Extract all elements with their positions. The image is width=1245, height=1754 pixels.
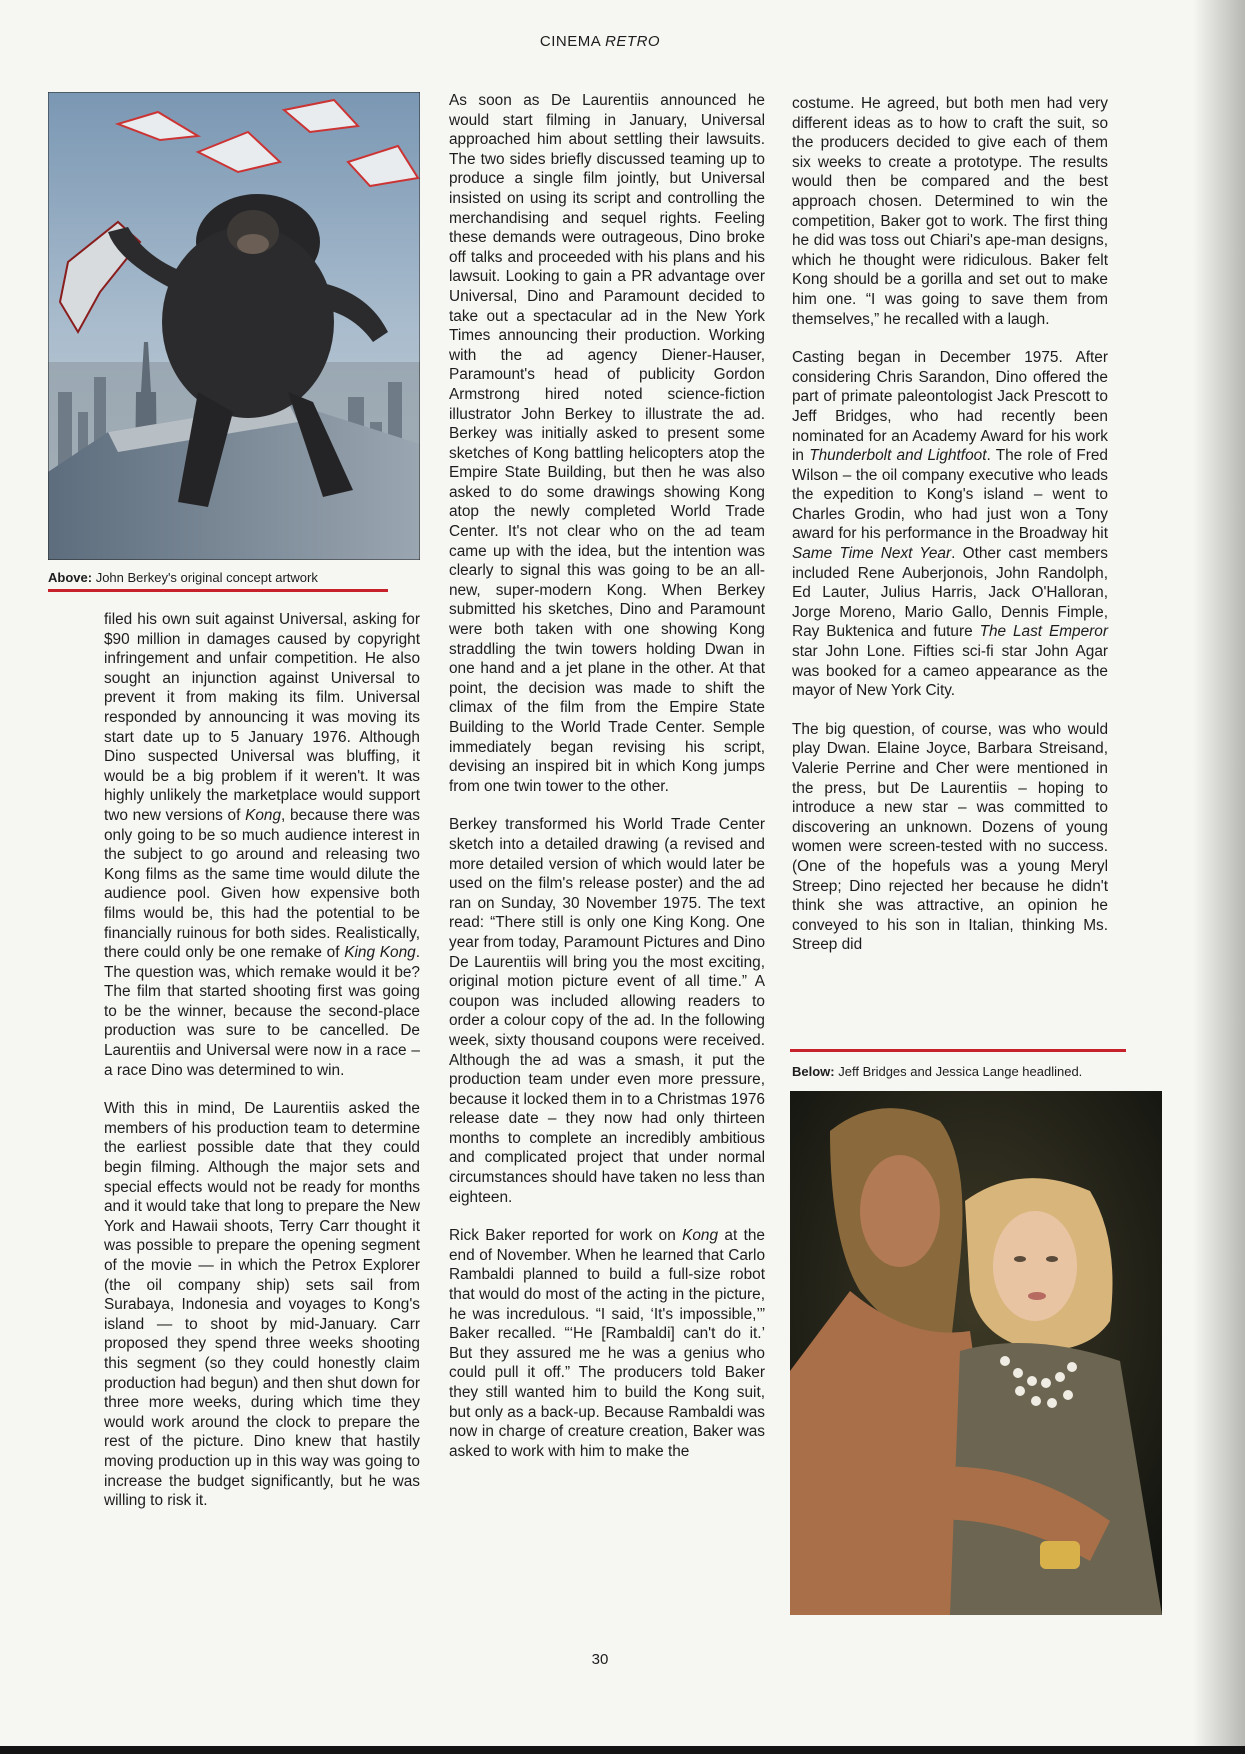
col1-paragraph-1: filed his own suit against Universal, asking for $90 million in damages caused by copyright infringement and unfair competition. He also sought an injunction against Universal to prevent it from making its film. Universal responded by announcing it was moving its start date up to 5 January 1976. Although Dino suspected Universal was bluffing, it would be a big problem if it weren't. It was highly unlikely the marketplace would support two new versions of Kong, because there was only going to be so much audience interest in the subject to go around and releasing two Kong films as the same time would dilute the audience pool. Given how expensive both films would be, this had the potential to be financially ruinous for both sides. Realistically, there could only be one remake of King Kong. The question was, which remake would it be? The film that started shooting first was going to be the winner, because the second-place production was sure to be cancelled. De Laurentiis and Universal were now in a race – a race Dino was determined to win. [104,611,420,1079]
masthead-cinema: CINEMA [539,33,601,50]
col3-paragraph-3: The big question, of course, was who would play Dwan. Elaine Joyce, Barbara Streisand, Valerie Perrine and Cher were mentioned in the press, but De Laurentiis – hoping to introduce a new star – was committed to discovering an unknown. Dozens of young women were screen-tested with no success. (One of the hopefuls was a young Meryl Streep; Dino rejected her because he didn't think she was attractive, an opinion he conveyed to his son in Italian, thinking Ms. Streep did [792,720,1108,954]
col2-paragraph-3: Rick Baker reported for work on Kong at the end of November. When he learned that Carlo Rambaldi planned to build a full-size robot that would do most of the acting in the picture, he was incredulous. “I said, ‘It's impossible,’” Baker recalled. “‘He [Rambaldi] can't do it.’ But they assured me he was a genius who could pull it off.” The producers told Baker they still wanted him to build the Kong suit, but only as a back-up. Because Rambaldi was now in charge of creature creation, Baker was asked to work with him to make the [449,1227,765,1460]
page-bottom-bar [0,1746,1245,1754]
masthead-retro: RETRO [605,33,661,50]
article-column-3 [792,94,1108,955]
caption-text-below: Jeff Bridges and Jessica Lange headlined. [838,1064,1083,1079]
article-column-2 [449,91,765,1461]
caption-divider-above [48,589,388,592]
caption-label-below: Below: [792,1064,835,1079]
col1-paragraph-2: With this in mind, De Laurentiis asked the members of his production team to determine the earliest possible date that they could begin filming. Although the major sets and special effects would not be ready for months and it would take that long to prepare the New York and Hawaii shoots, Terry Carr thought it was possible to prepare the opening segment of the movie — in which the Petrox Explorer (the oil company ship) sets sail from Surabaya, Indonesia and voyages to Kong's island — to shoot by mid-January. Carr proposed they spend three weeks shooting this segment (so they could honestly claim production had begun) and then shut down for three more weeks, during which time they would work around the clock to prepare the rest of the picture. Dino knew that hastily moving production up in this way was going to increase the budget significantly, but he was willing to risk it. [104,1100,420,1510]
kong-concept-artwork-image [48,92,420,560]
cast-photo-caption [792,1064,1172,1080]
kong-artwork-caption [48,570,420,586]
col3-paragraph-1: costume. He agreed, but both men had very different ideas as to how to craft the suit, so the producers decided to give each of them six weeks to create a prototype. The results would then be compared and the best approach chosen. Determined to win the competition, Baker got to work. The first thing he did was toss out Chiari's ape-man designs, which he thought were ridiculous. Baker felt Kong should be a gorilla and set out to make him one. “I was going to save them from themselves,” he recalled with a laugh. [792,95,1108,328]
page-edge-shadow [1193,0,1245,1754]
magazine-masthead [0,33,1200,50]
article-column-1 [104,610,420,1511]
caption-text-above: John Berkey's original concept artwork [95,570,318,585]
bridges-lange-photo [790,1091,1162,1615]
col2-paragraph-1: As soon as De Laurentiis announced he would start filming in January, Universal approached him about settling their lawsuits. The two sides briefly discussed teaming up to produce a single film jointly, but Universal insisted on using its script and controlling the merchandising and sequel rights. Feeling these demands were outrageous, Dino broke off talks and proceeded with his plans and his lawsuit. Looking to gain a PR advantage over Universal, Dino and Paramount decided to take out a spectacular ad in the New York Times announcing their production. Working with the ad agency Diener-Hauser, Paramount's head of publicity Gordon Armstrong hired noted science-fiction illustrator John Berkey to illustrate the ad. Berkey was initially asked to present some sketches of Kong battling helicopters atop the Empire State Building, but then he was also asked to do some drawings showing Kong atop the newly completed World Trade Center. It's not clear who on the ad team came up with the idea, but the intention was clearly to signal this was going to be an all-new, super-modern Kong. When Berkey submitted his sketches, Dino and Paramount were both taken with one showing Kong straddling the twin towers holding Dwan in one hand and a jet plane in the other. At that point, the decision was made to shift the climax of the film from the Empire State Building to the World Trade Center. Semple immediately began revising his script, devising an inspired bit in which Kong jumps from one twin tower to the other. [449,92,765,795]
caption-divider-below [790,1049,1126,1052]
caption-label-above: Above: [48,570,93,585]
col2-paragraph-2: Berkey transformed his World Trade Center sketch into a detailed drawing (a revised and more detailed version of which would later be used on the film's release poster) and the ad ran on Sunday, 30 November 1975. The text read: “There still is only one King Kong. One year from today, Paramount Pictures and Dino De Laurentiis will bring you the most exciting, original motion picture event of all time.” A coupon was included allowing readers to order a colour copy of the ad. In the following week, sixty thousand coupons were received. Although the ad was a smash, it put the production team under even more pressure, because it locked them in to a Christmas 1976 release date – they now had only thirteen months to complete an incredibly ambitious and complicated project that under normal circumstances should have taken no less than eighteen. [449,816,765,1206]
col3-paragraph-2: Casting began in December 1975. After considering Chris Sarandon, Dino offered the part of primate paleontologist Jack Prescott to Jeff Bridges, who had recently been nominated for an Academy Award for his work in Thunderbolt and Lightfoot. The role of Fred Wilson – the oil company executive who leads the expedition to Kong's island – went to Charles Grodin, who had just won a Tony award for his performance in the Broadway hit Same Time Next Year. Other cast members included Rene Auberjonois, John Randolph, Ed Lauter, Julius Harris, Jack O'Halloran, Jorge Moreno, Mario Gallo, Dennis Fimple, Ray Buktenica and future The Last Emperor star John Lone. Fifties sci-fi star John Agar was booked for a cameo appearance as the mayor of New York City. [792,349,1108,700]
page-number: 30 [591,1651,609,1668]
